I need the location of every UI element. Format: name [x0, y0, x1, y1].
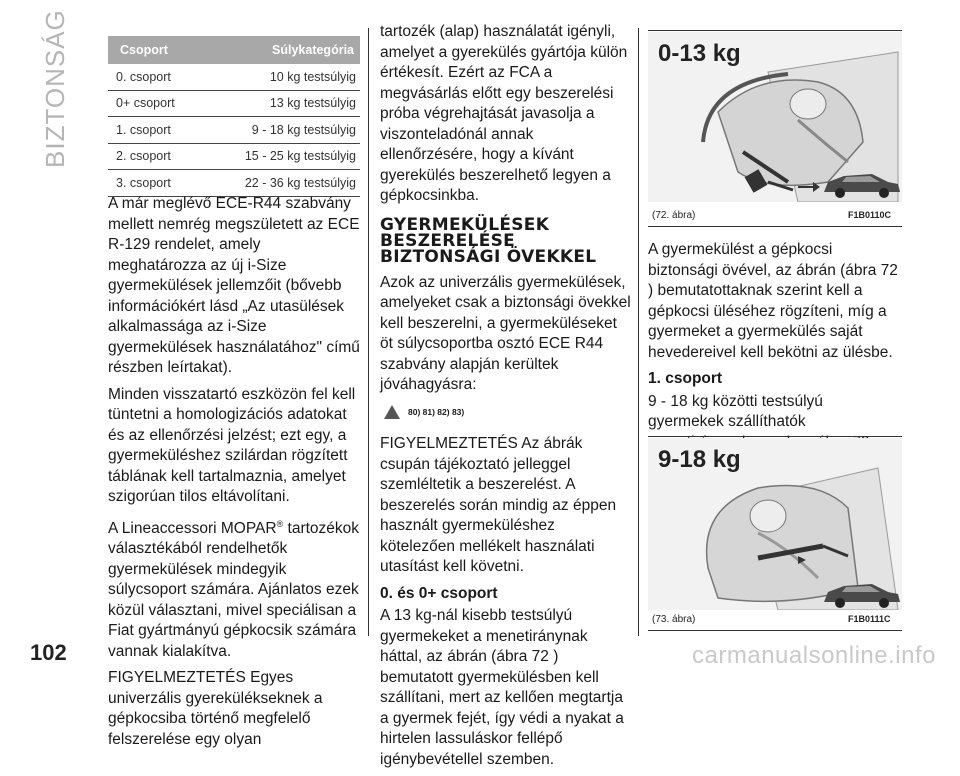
table-cell-group: 1. csoport — [108, 117, 202, 144]
warning-refs-text: 80) 81) 82) 83) — [408, 406, 465, 417]
table-cell-weight: 13 kg testsúlyig — [202, 90, 360, 117]
paragraph: 9 - 18 kg közötti testsúlyú gyermekek szállíthatók — [648, 392, 823, 430]
warning-triangle-icon — [384, 405, 400, 419]
column-divider — [638, 28, 639, 636]
table-header-weight: Súlykategória — [202, 36, 360, 64]
text-column-3 — [648, 240, 902, 459]
table-header-group: Csoport — [108, 36, 202, 64]
figure-caption: (72. ábra) — [652, 210, 696, 221]
child-seat-illustration — [648, 438, 902, 610]
watermark: carmanualsonline.info — [692, 642, 936, 669]
table-cell-weight: 22 - 36 kg testsúlyig — [202, 170, 360, 197]
subsection-heading: 1. csoport — [648, 370, 723, 387]
table-row — [108, 117, 360, 144]
figure-72 — [648, 32, 902, 202]
section-title: BIZTONSÁG — [40, 9, 70, 168]
paragraph: A 13 kg-nál kisebb testsúlyú gyermekeket a menetiránynak háttal, az ábrán (ábra 72 ) bemutatott gyermekülésben kell szállítani, mert az kellően megtartja a gyermek fejét, így védi a nyakat a hirtelen lassuláskor fellépő igénybevétellel szemben. — [380, 607, 624, 768]
weight-group-table — [108, 36, 360, 197]
text-column-1 — [108, 194, 360, 756]
registered-mark: ® — [276, 518, 284, 529]
table-header-row — [108, 36, 360, 64]
paragraph: FIGYELMEZTETÉS Egyes univerzális gyerekülékseknek a gépkocsiba történő megfelelő felszerelése egy olyan — [108, 669, 323, 748]
paragraph: Azok az univerzális gyermekülések, amelyeket csak a biztonsági övekkel kell beszerelni, a gyermeküléseket öt súlycsoportba osztó ECE R44 szabvány alapján kerültek jóváhagyásra: — [380, 273, 631, 393]
figure-code: F1B0111C — [848, 614, 891, 624]
figure-rule — [648, 436, 902, 437]
paragraph: tartozék (alap) használatát igényli, amelyet a gyerekülés gyártója külön értékesít. Ezért az FCA a megvásárlás előtt egy beszerelési próba végrehajtását javasolja a viszonteladónál annak ellenőrzésére, hogy a kívánt gyerekülés beszerelhető legyen a gépkocsinkba. — [380, 23, 628, 204]
figure-rule — [648, 630, 902, 631]
subsection-heading: 0. és 0+ csoport — [380, 584, 498, 602]
figure-caption: (73. ábra) — [652, 614, 696, 625]
table-row — [108, 170, 360, 197]
figure-rule — [648, 226, 902, 227]
table-row — [108, 64, 360, 90]
table-cell-weight: 9 - 18 kg testsúlyig — [202, 117, 360, 144]
page-number: 102 — [30, 640, 67, 665]
table-row — [108, 143, 360, 170]
figure-code: F1B0110C — [848, 210, 892, 220]
table-cell-group: 3. csoport — [108, 170, 202, 197]
infant-seat-illustration — [648, 32, 902, 202]
section-heading: GYERMEKÜLÉSEK BESZERELÉSE BIZTONSÁGI ÖVEKKEL — [380, 214, 597, 267]
paragraph: A gyermekülést a gépkocsi biztonsági övével, az ábrán (ábra 72 ) bemutatottaknak szerint kell a gépkocsi üléséhez rögzíteni, míg a gyermeket a gyermekülés saját hevedereivel kell bekötni az ülésbe. — [648, 241, 898, 361]
column-divider — [368, 28, 369, 636]
figure-73 — [648, 438, 902, 610]
figure-title: 9-18 kg — [658, 446, 741, 473]
paragraph: FIGYELMEZTETÉS Az ábrák csupán tájékoztató jelleggel szemléltetik a beszerelést. A beszerelés során mindig az éppen használt gyermeküléshez kötelezően mellékelt használati utasítást kell követni. — [380, 435, 617, 575]
paragraph — [108, 514, 360, 663]
table-cell-weight: 15 - 25 kg testsúlyig — [202, 143, 360, 170]
table-cell-group: 0. csoport — [108, 64, 202, 90]
paragraph: Minden visszatartó eszközön fel kell tüntetni a homologizációs adatokat és az ellenőrzési jelzést; ezt egy, a gyermeküléshez szilárdan rögzített táblának kell tartalmaznia, amelyet szigorúan tilos eltávolítani. — [108, 385, 356, 505]
table-cell-weight: 10 kg testsúlyig — [202, 64, 360, 90]
figure-title: 0-13 kg — [658, 40, 741, 67]
table-cell-group: 0+ csoport — [108, 90, 202, 117]
figure-rule — [648, 30, 902, 31]
warning-reference — [384, 402, 632, 423]
table-cell-group: 2. csoport — [108, 143, 202, 170]
paragraph: A már meglévő ECE-R44 szabvány mellett nemrég megszületett az ECE R-129 rendelet, amely meghatározza az új i-Size gyermekülések jellemzőit (bővebb információkért lásd „Az utasülések alkalmassága az i-Size gyermekülések használatához" című részben leírtakat). — [108, 195, 360, 376]
text-column-2 — [380, 22, 632, 776]
table-row — [108, 90, 360, 117]
text-span: A Lineaccessori MOPAR — [108, 519, 277, 537]
text-span: tartozékok választékából rendelhetők gyermekülések mindegyik súlycsoport számára. Ajánlatos ezek közül választani, mivel speciálisan a Fiat gyártmányú gépkocsik számára vannak kialakítva. — [108, 519, 360, 660]
